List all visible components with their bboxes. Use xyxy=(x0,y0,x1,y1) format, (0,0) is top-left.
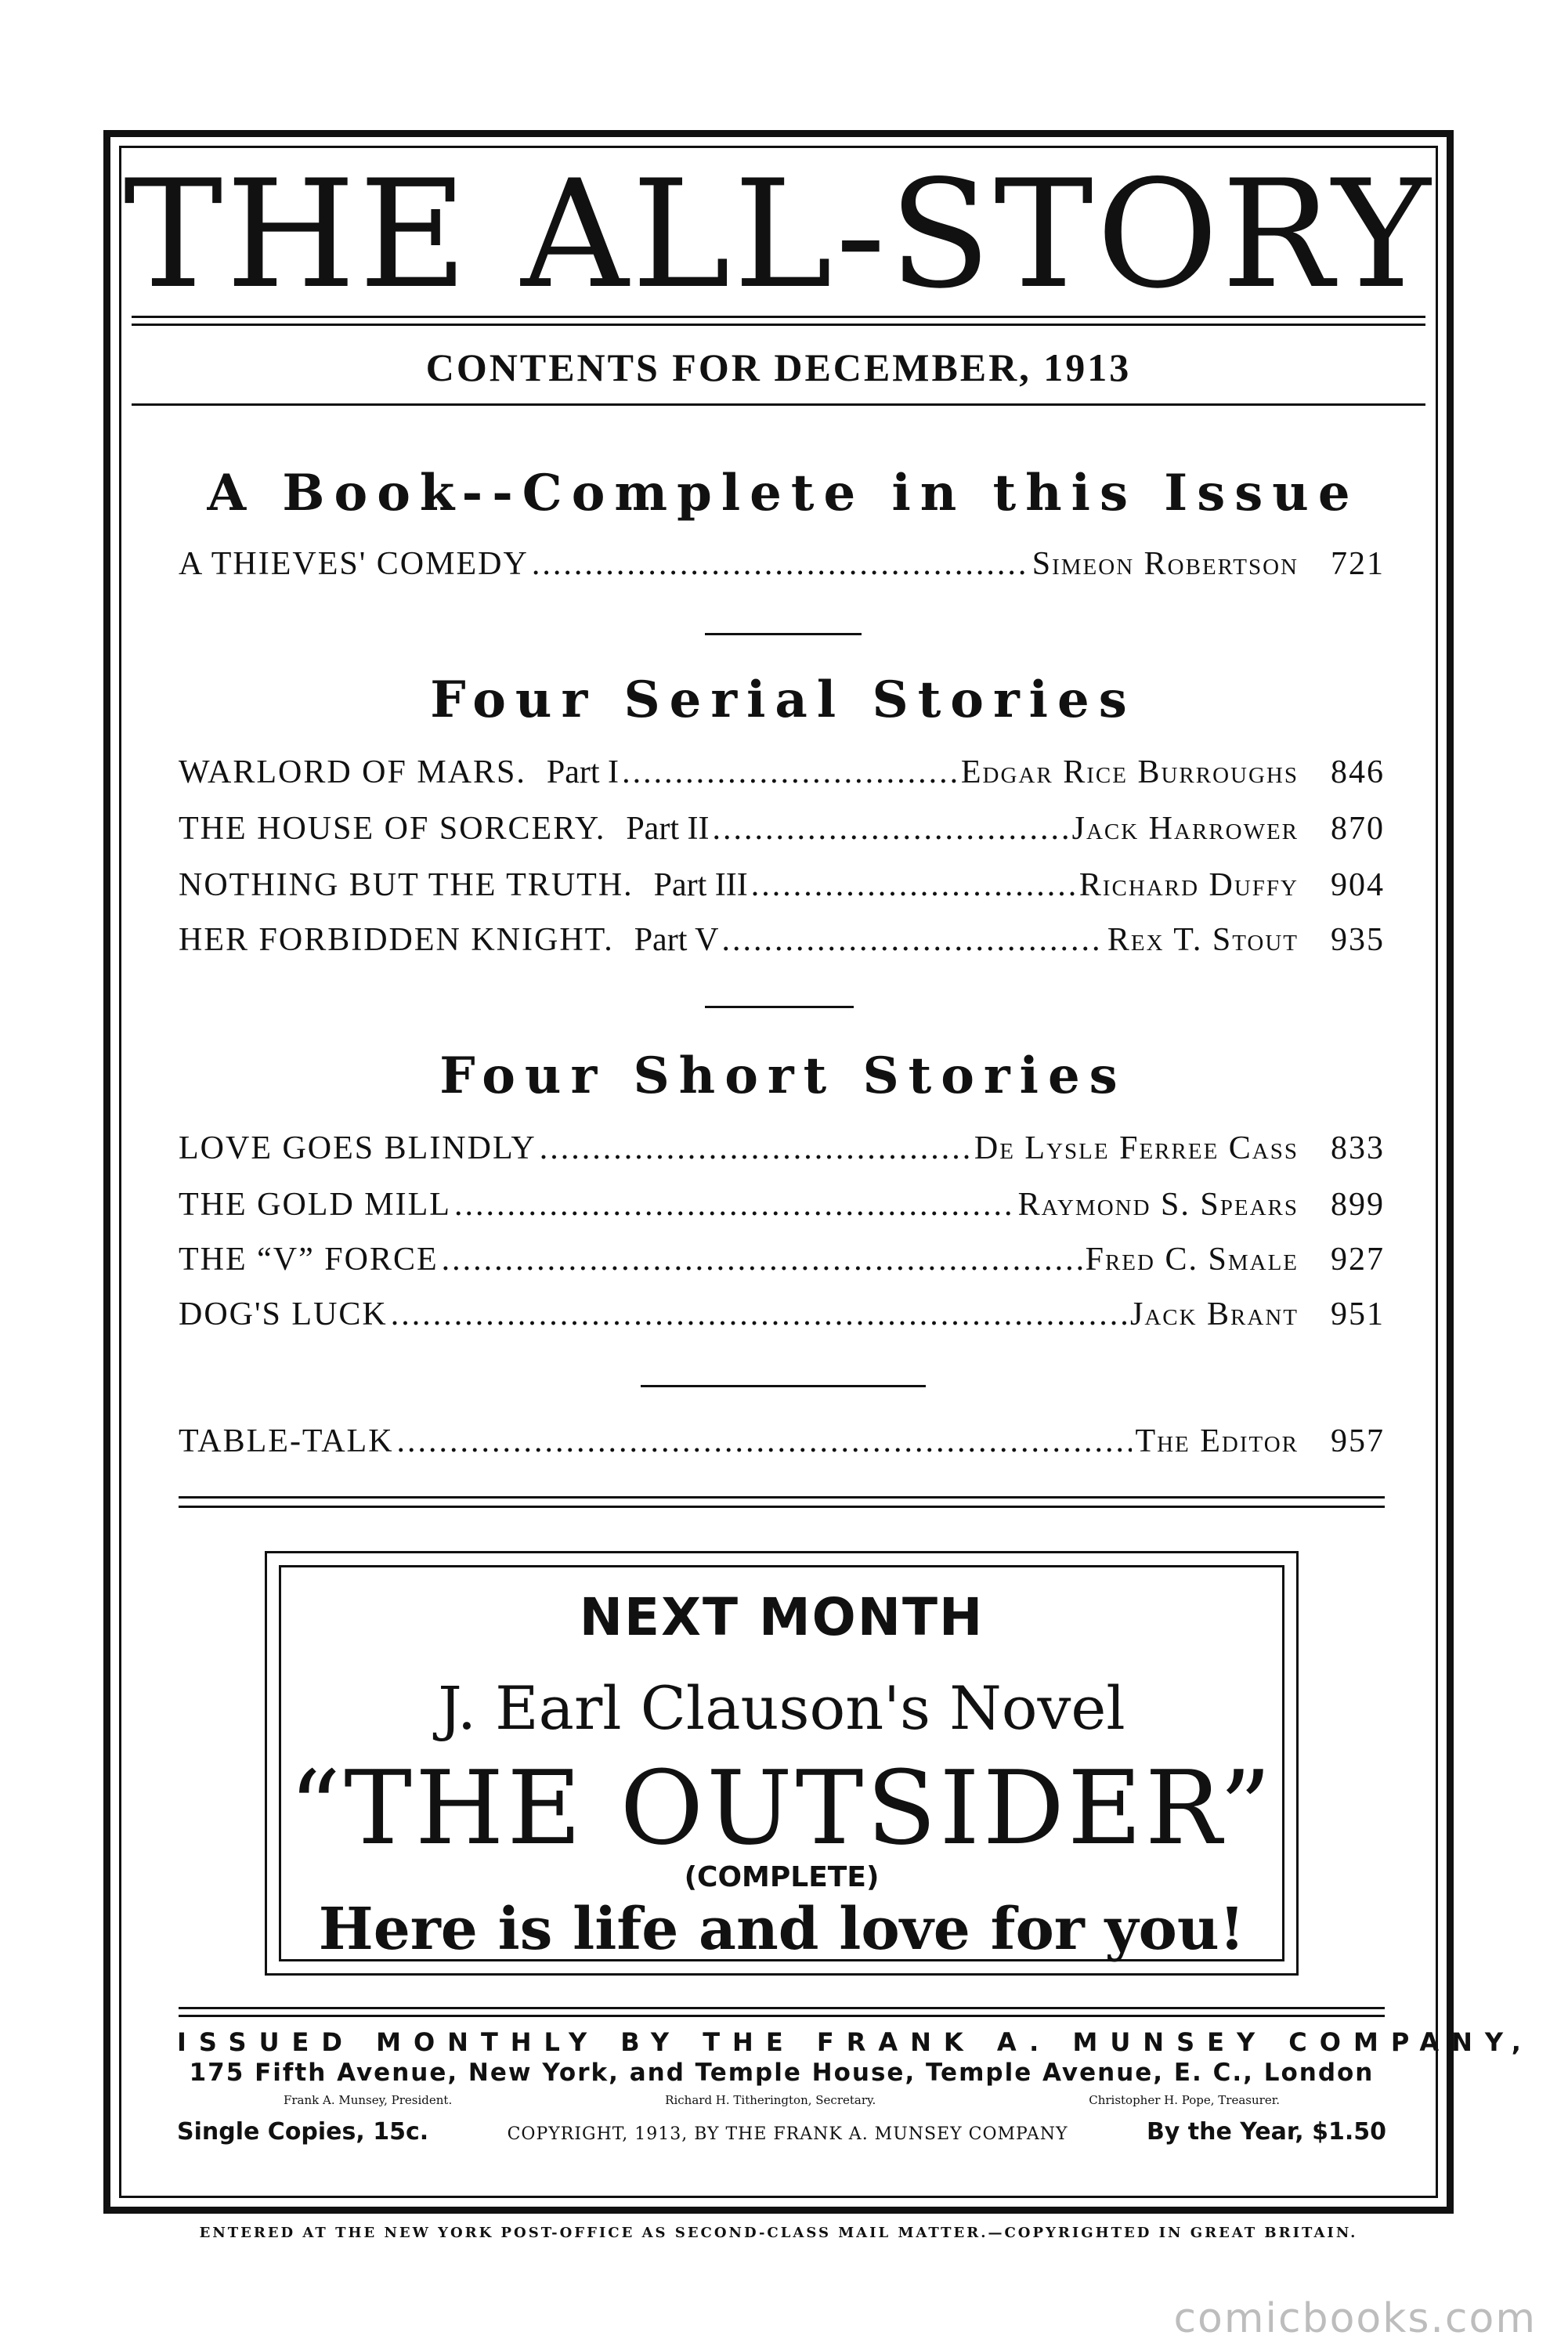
toc-title: HER FORBIDDEN KNIGHT. xyxy=(179,922,614,958)
toc-entry xyxy=(179,545,1385,592)
section-heading-serial: Four Serial Stories xyxy=(430,671,1136,729)
watermark: comicbooks.com xyxy=(1173,2295,1537,2342)
toc-title: THE GOLD MILL xyxy=(179,1187,451,1223)
toc-title: LOVE GOES BLINDLY xyxy=(179,1130,537,1166)
toc-entry xyxy=(179,1241,1385,1288)
yearly-price: By the Year, $1.50 xyxy=(1146,2118,1386,2146)
next-month-heading: NEXT MONTH xyxy=(579,1587,985,1647)
toc-leader xyxy=(442,1241,1082,1278)
toc-author: De Lysle Ferree Cass xyxy=(974,1130,1299,1166)
section-divider xyxy=(705,1006,854,1008)
masthead-rule-bottom xyxy=(132,324,1425,326)
toc-entry xyxy=(179,1186,1385,1233)
publisher-officers xyxy=(177,2093,1386,2107)
contents-rule xyxy=(132,403,1425,406)
publisher-line: ISSUED MONTHLY BY THE FRANK A. MUNSEY COMPANY, xyxy=(177,2027,1534,2057)
toc-part: Part V xyxy=(634,922,719,958)
copyright-notice: COPYRIGHT, 1913, BY THE FRANK A. MUNSEY COMPANY xyxy=(507,2124,1068,2144)
masthead-title: THE ALL-STORY xyxy=(123,148,1434,321)
section-divider xyxy=(705,633,862,635)
toc-page-number: 899 xyxy=(1331,1187,1385,1223)
toc-leader xyxy=(397,1423,1133,1460)
novel-title: “THE OUTSIDER” xyxy=(288,1748,1275,1867)
toc-page-number: 957 xyxy=(1331,1423,1385,1459)
toc-author: Jack Harrower xyxy=(1071,811,1299,847)
masthead-rule-top xyxy=(132,316,1425,318)
section-divider xyxy=(641,1385,926,1387)
toc-title: A THIEVES' COMEDY xyxy=(179,546,529,582)
toc-author: Fred C. Smale xyxy=(1085,1242,1299,1278)
contents-date-line: CONTENTS FOR DECEMBER, 1913 xyxy=(425,345,1132,389)
publisher-pricing-row xyxy=(177,2118,1386,2146)
toc-author: Simeon Robertson xyxy=(1031,546,1299,582)
postal-entry-note: ENTERED AT THE NEW YORK POST-OFFICE AS SECOND-CLASS MAIL MATTER.—COPYRIGHTED IN GREAT BRITAIN. xyxy=(199,2225,1358,2241)
toc-title: THE “V” FORCE xyxy=(179,1242,439,1278)
toc-entry xyxy=(179,1130,1385,1177)
toc-page-number: 833 xyxy=(1331,1130,1385,1166)
toc-leader xyxy=(454,1186,1015,1224)
contents-end-rule-bottom xyxy=(179,1506,1385,1508)
toc-page-number: 846 xyxy=(1331,754,1385,790)
toc-page-number: 951 xyxy=(1331,1296,1385,1332)
toc-entry xyxy=(179,921,1385,968)
toc-title: THE HOUSE OF SORCERY. xyxy=(179,811,606,847)
toc-entry xyxy=(179,810,1385,857)
toc-leader xyxy=(751,866,1076,904)
toc-leader xyxy=(532,545,1029,583)
officer-secretary: Richard H. Titherington, Secretary. xyxy=(665,2093,876,2107)
toc-leader xyxy=(622,754,958,791)
section-heading-book: A Book--Complete in this Issue xyxy=(207,464,1360,522)
toc-page-number: 870 xyxy=(1331,811,1385,847)
section-heading-short: Four Short Stories xyxy=(439,1047,1127,1105)
toc-page-number: 927 xyxy=(1331,1242,1385,1278)
publisher-address: 175 Fifth Avenue, New York, and Temple House, Temple Avenue, E. C., London xyxy=(189,2059,1375,2087)
toc-part: Part III xyxy=(653,867,748,903)
officer-president: Frank A. Munsey, President. xyxy=(283,2093,453,2107)
toc-entry xyxy=(179,1296,1385,1343)
toc-entry xyxy=(179,754,1385,801)
toc-author: Edgar Rice Burroughs xyxy=(960,754,1299,790)
single-copy-price: Single Copies, 15c. xyxy=(177,2118,429,2146)
toc-leader xyxy=(721,921,1104,959)
toc-leader xyxy=(540,1130,971,1167)
officer-treasurer: Christopher H. Pope, Treasurer. xyxy=(1089,2093,1280,2107)
toc-page-number: 935 xyxy=(1331,922,1385,958)
toc-author: Jack Brant xyxy=(1129,1296,1299,1332)
toc-author: Raymond S. Spears xyxy=(1017,1187,1299,1223)
toc-page-number: 721 xyxy=(1331,546,1385,582)
toc-title: WARLORD OF MARS. xyxy=(179,754,526,790)
toc-leader xyxy=(391,1296,1127,1333)
toc-author: Richard Duffy xyxy=(1078,867,1299,903)
novel-complete-note: (COMPLETE) xyxy=(684,1861,880,1893)
toc-entry xyxy=(179,1423,1385,1470)
toc-page-number: 904 xyxy=(1331,867,1385,903)
toc-author: Rex T. Stout xyxy=(1107,922,1299,958)
toc-title: TABLE-TALK xyxy=(179,1423,394,1459)
novel-author-line: J. Earl Clauson's Novel xyxy=(438,1673,1125,1743)
toc-part: Part II xyxy=(626,811,710,847)
novel-tagline: Here is life and love for you! xyxy=(318,1896,1245,1963)
contents-end-rule-top xyxy=(179,1496,1385,1499)
toc-author: The Editor xyxy=(1135,1423,1299,1459)
toc-title: NOTHING BUT THE TRUTH. xyxy=(179,867,634,903)
publisher-rule-top xyxy=(179,2007,1385,2009)
toc-part: Part I xyxy=(546,754,620,790)
toc-leader xyxy=(712,810,1068,848)
toc-entry xyxy=(179,866,1385,913)
toc-title: DOG'S LUCK xyxy=(179,1296,388,1332)
publisher-rule-bottom xyxy=(179,2015,1385,2017)
